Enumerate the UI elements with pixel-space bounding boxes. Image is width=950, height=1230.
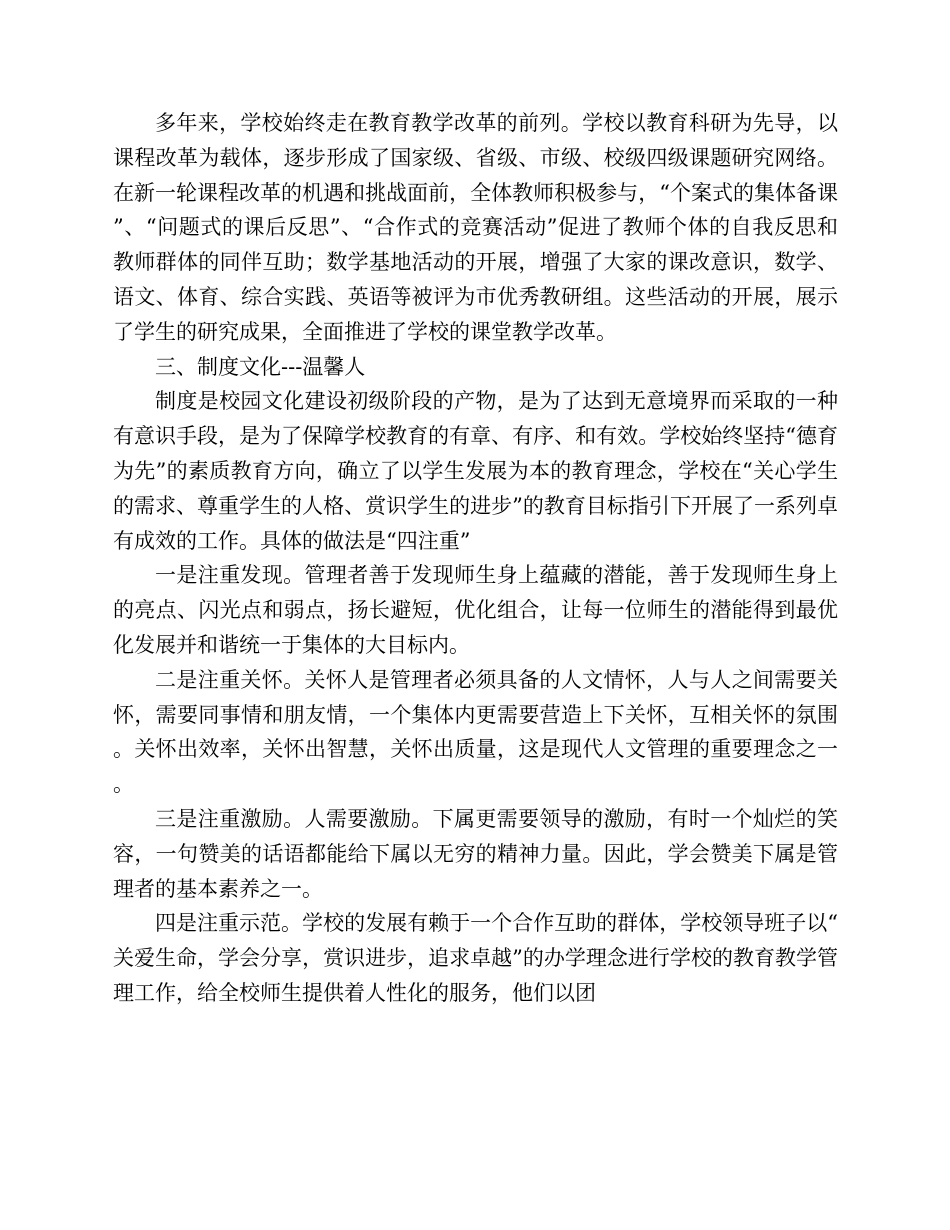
paragraph-focus-encouragement: 三是注重激励。人需要激励。下属更需要领导的激励，有时一个灿烂的笑容，一句赞美的话语都能给下属以无穷的精神力量。因此，学会赞美下属是管理者的基本素养之一。 <box>113 806 838 901</box>
paragraph-focus-discovery: 一是注重发现。管理者善于发现师生身上蕴藏的潜能，善于发现师生身上的亮点、闪光点和弱点，扬长避短，优化组合，让每一位师生的潜能得到最优化发展并和谐统一于集体的大目标内。 <box>113 563 838 657</box>
paragraph-focus-care: 二是注重关怀。关怀人是管理者必须具备的人文情怀，人与人之间需要关怀，需要同事情和朋友情，一个集体内更需要营造上下关怀，互相关怀的氛围。关怀出效率，关怀出智慧，关怀出质量，这是现代人文管理的重要理念之一。 <box>113 667 838 797</box>
section-heading-institutional-culture: 三、制度文化---温馨人 <box>155 354 366 379</box>
paragraph-focus-example: 四是注重示范。学校的发展有赖于一个合作互助的群体，学校领导班子以“关爱生命，学会分享，赏识进步，追求卓越”的办学理念进行学校的教育教学管理工作，给全校师生提供着人性化的服务，他们以团 <box>113 911 838 1005</box>
document-body <box>113 106 838 1011</box>
paragraph-teaching-reform: 多年来，学校始终走在教育教学改革的前列。学校以教育科研为先导，以课程改革为载体，逐步形成了国家级、省级、市级、校级四级课题研究网络。在新一轮课程改革的机遇和挑战面前，全体教师积极参与，“个案式的集体备课”、“问题式的课后反思”、“合作式的竞赛活动”促进了教师个体的自我反思和教师群体的同伴互助；数学基地活动的开展，增强了大家的课改意识，数学、语文、体育、综合实践、英语等被评为市优秀教研组。这些活动的开展，展示了学生的研究成果，全面推进了学校的课堂教学改革。 <box>113 111 838 344</box>
paragraph-institutional-culture: 制度是校园文化建设初级阶段的产物，是为了达到无意境界而采取的一种有意识手段，是为了保障学校教育的有章、有序、和有效。学校始终坚持“德育为先”的素质教育方向，确立了以学生发展为本的教育理念，学校在“关心学生的需求、尊重学生的人格、赏识学生的进步”的教育目标指引下开展了一系列卓有成效的工作。具体的做法是“四注重” <box>113 389 838 553</box>
